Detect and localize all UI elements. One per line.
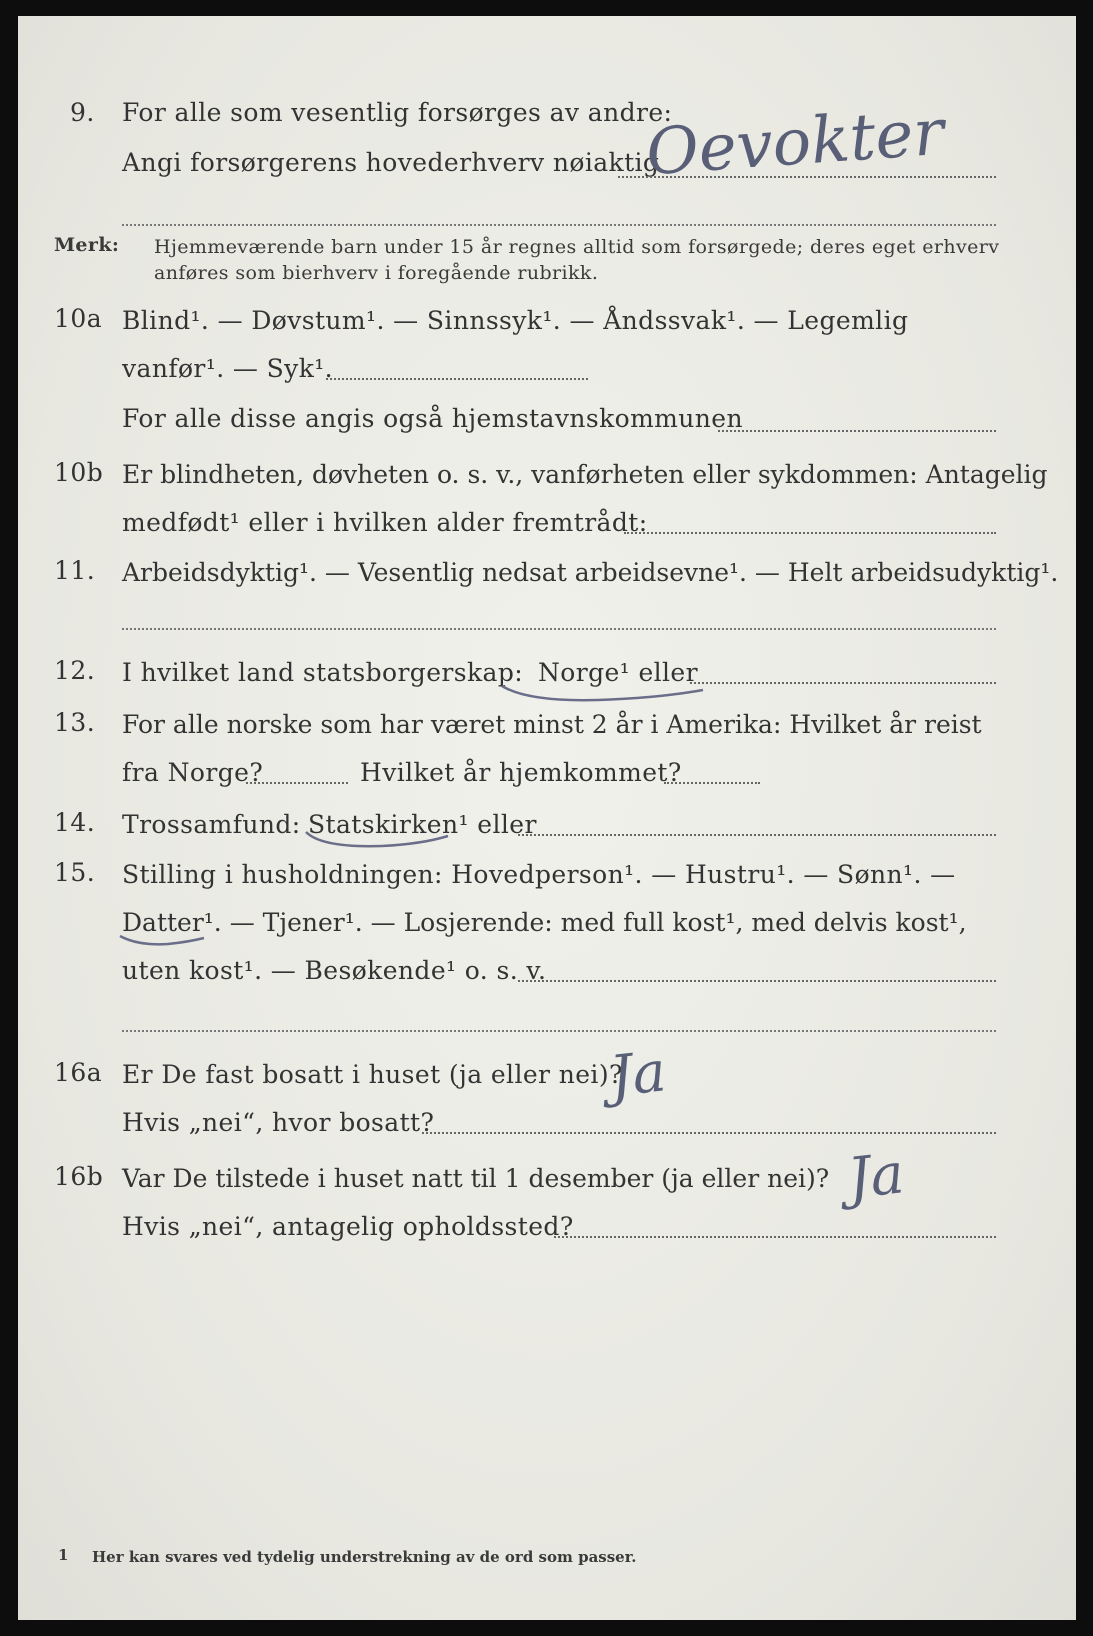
q15-extra-line [122,1030,996,1032]
q16a-number: 16a [54,1058,103,1087]
q12-norge-underline [498,676,708,706]
q10b-line1: Er blindheten, døvheten o. s. v., vanførheten eller sykdommen: Antagelig [122,460,1048,489]
footnote-mark: 1 [58,1546,69,1564]
q10a-answer-line [326,378,588,380]
q10a-line1: Blind¹. — Døvstum¹. — Sinnssyk¹. — Åndssvak¹. — Legemlig [122,306,909,335]
q12-line1a: I hvilket land statsborgerskap: [122,658,524,687]
q15-number: 15. [54,858,96,887]
q15-answer-line [518,980,996,982]
q13-number: 13. [54,708,96,737]
q16b-line1: Var De tilstede i huset natt til 1 desember (ja eller nei)? [122,1164,830,1193]
q13-hjemkommet-line [664,782,760,784]
q9-line1: For alle som vesentlig forsørges av andre: [122,98,673,127]
q13-reist-line [246,782,348,784]
q9-number: 9. [70,98,95,127]
q13-line2a: fra Norge? [122,758,264,787]
q13-line1: For alle norske som har været minst 2 år i Amerika: Hvilket år reist [122,710,982,739]
q10b-number: 10b [54,458,104,487]
q9-handwritten-answer: Oevokter [643,95,947,191]
footnote-text: Her kan svares ved tydelig understrekning av de ord som passer. [92,1548,637,1566]
q16b-line2: Hvis „nei“, antagelig opholdssted? [122,1212,574,1241]
q9-line2: Angi forsørgerens hovederhverv nøiaktig [122,148,660,177]
q14-line1b: Statskirken¹ eller [308,810,537,839]
q15-line2: Datter¹. — Tjener¹. — Losjerende: med full kost¹, med delvis kost¹, [122,908,967,937]
q16b-handwritten-answer: Ja [844,1141,908,1212]
q10a-line3: For alle disse angis også hjemstavnskommunen [122,404,743,433]
q11-answer-line [122,628,996,630]
q10b-line2: medfødt¹ eller i hvilken alder fremtrådt: [122,508,648,537]
q15-line3: uten kost¹. — Besøkende¹ o. s. v. [122,956,547,985]
q15-datter-underline [118,930,208,950]
merk-line2: anføres som bierhverv i foregående rubrikk. [154,262,599,284]
q14-number: 14. [54,808,96,837]
q16a-answer-line [422,1132,996,1134]
q12-number: 12. [54,656,96,685]
q10a-number: 10a [54,304,103,333]
q12-line1b: Norge¹ eller [538,658,698,687]
q16b-number: 16b [54,1162,104,1191]
q16a-handwritten-answer: Ja [606,1039,670,1110]
q11-line1: Arbeidsdyktig¹. — Vesentlig nedsat arbeidsevne¹. — Helt arbeidsudyktig¹. [122,558,1059,587]
q14-line1a: Trossamfund: [122,810,301,839]
q14-statskirken-underline [302,826,452,852]
q11-number: 11. [54,556,96,585]
q10a-hometown-line [718,430,996,432]
q16b-answer-line [554,1236,996,1238]
q10a-line2: vanfør¹. — Syk¹. [122,354,334,383]
q15-line1: Stilling i husholdningen: Hovedperson¹. — Hustru¹. — Sønn¹. — [122,860,956,889]
q14-answer-line [518,834,996,836]
q10b-answer-line [624,532,996,534]
merk-label: Merk: [54,234,120,256]
q9-extra-line [122,224,996,226]
merk-line1: Hjemmeværende barn under 15 år regnes alltid som forsørgede; deres eget erhverv [154,236,1000,258]
q16a-line2: Hvis „nei“, hvor bosatt? [122,1108,435,1137]
q16a-line1: Er De fast bosatt i huset (ja eller nei)? [122,1060,623,1089]
q12-answer-line [690,682,996,684]
q13-line2b: Hvilket år hjemkommet? [360,758,682,787]
census-form-page [18,16,1076,1620]
